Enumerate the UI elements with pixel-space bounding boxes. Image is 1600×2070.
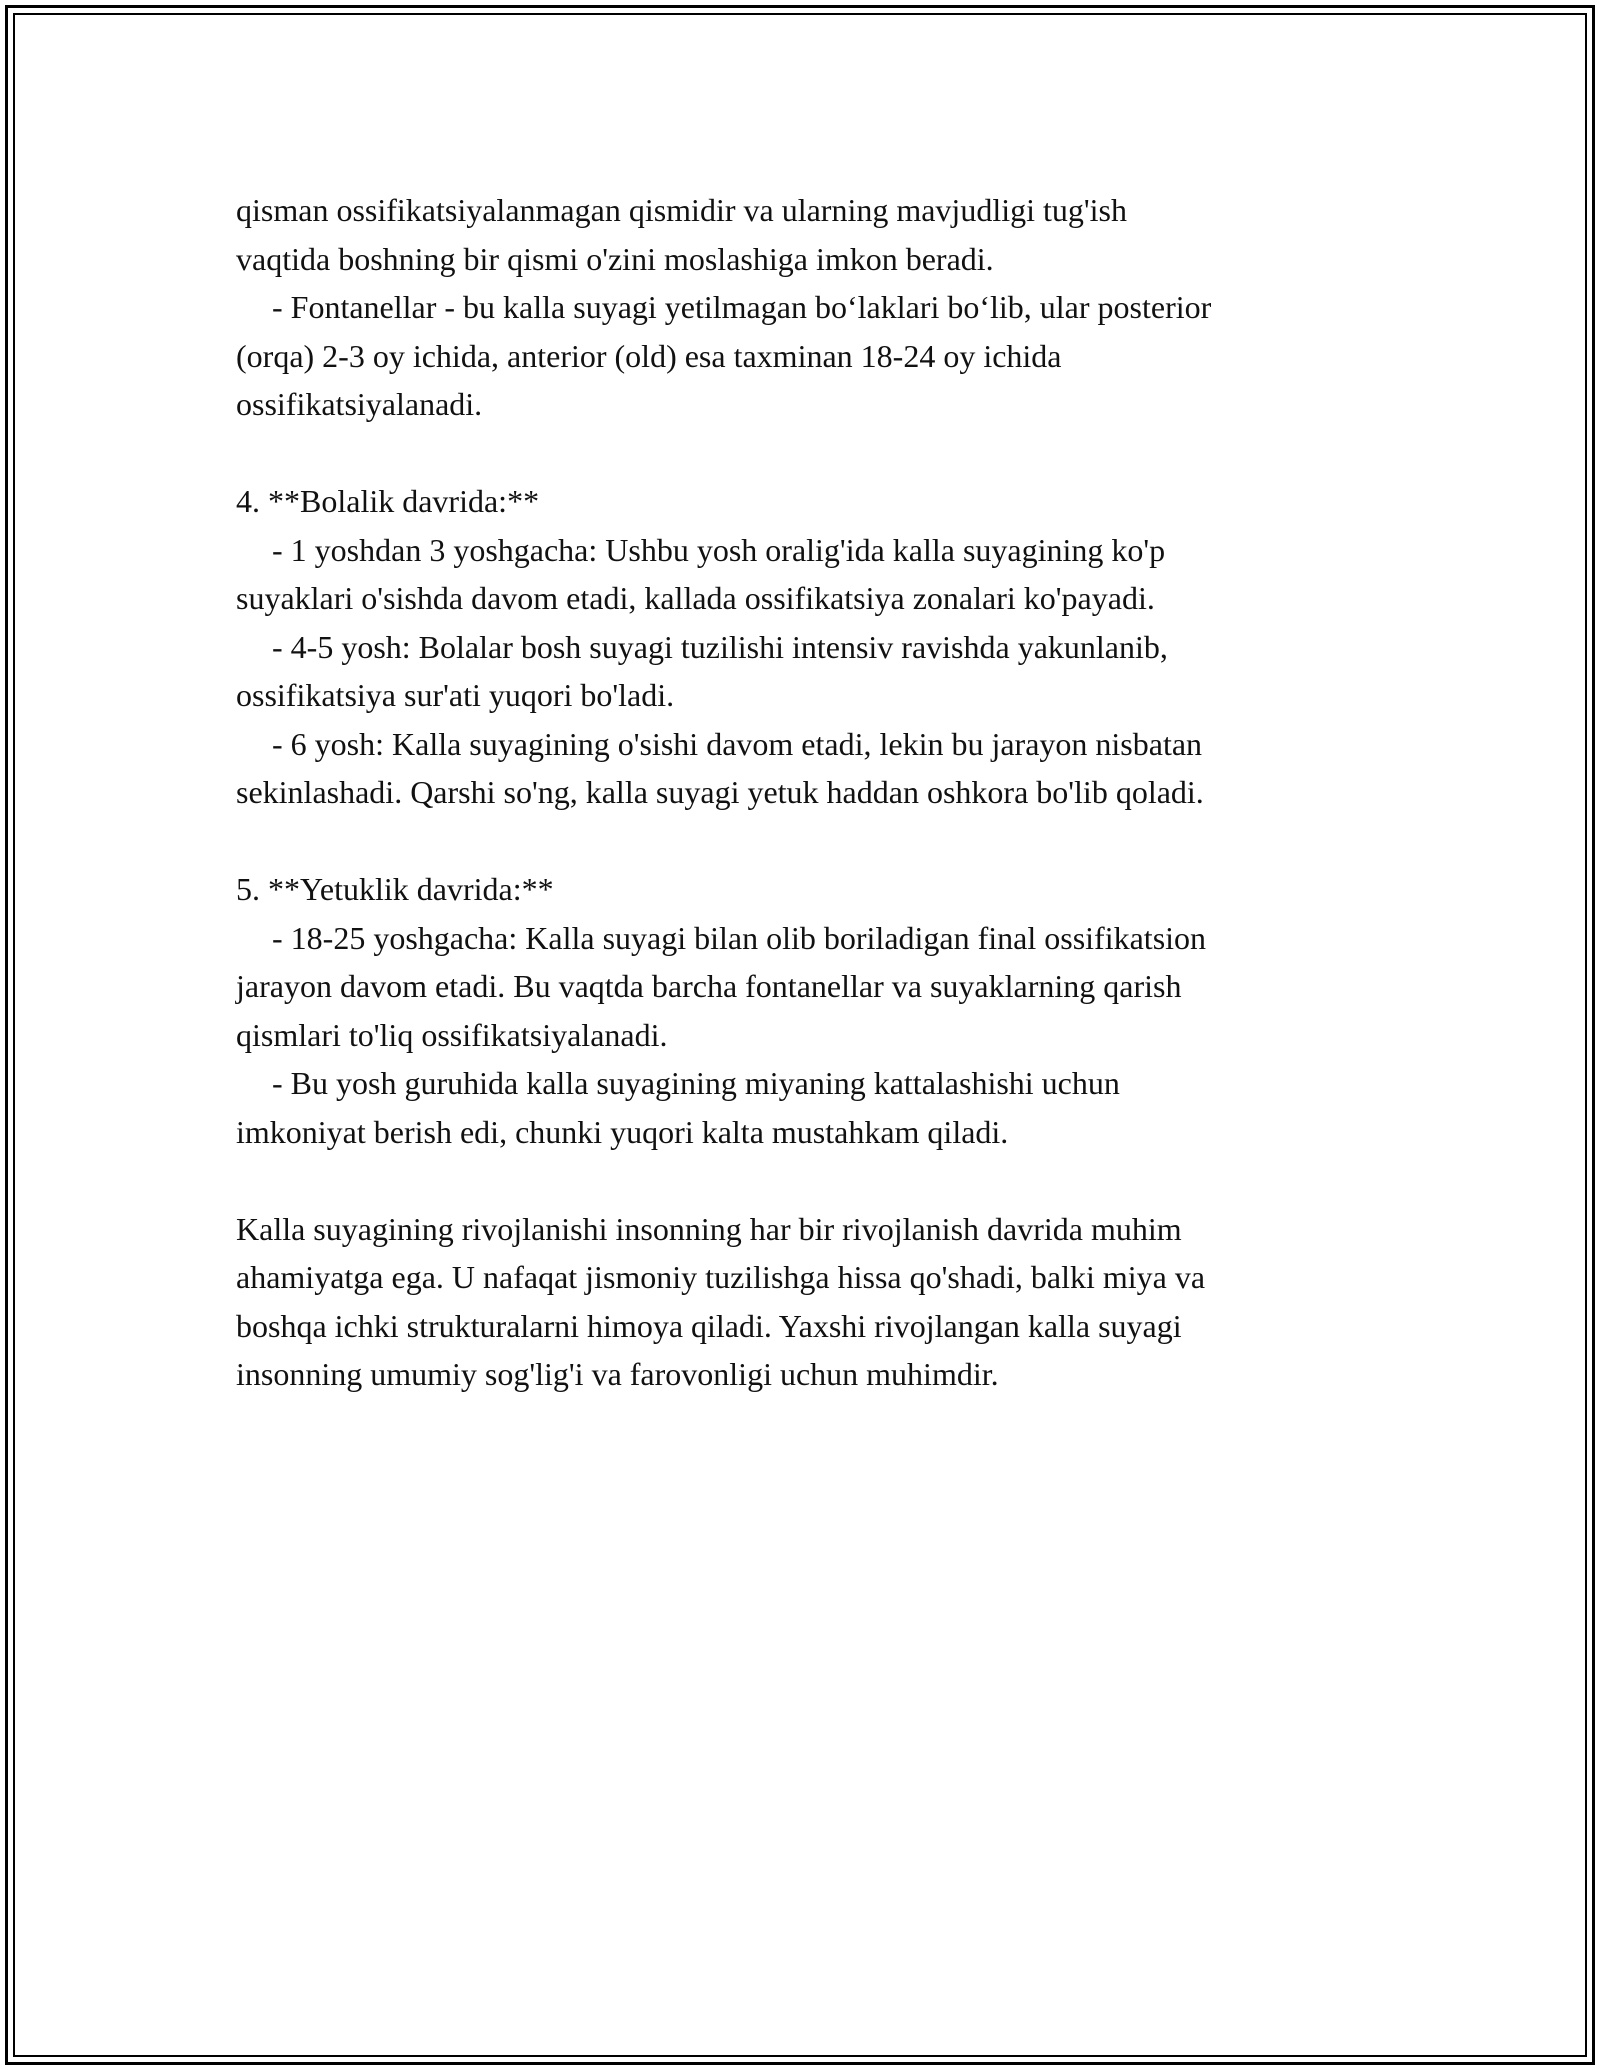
text-line: - 18-25 yoshgacha: Kalla suyagi bilan olib boriladigan final ossifikatsion <box>272 919 1207 956</box>
text-line: boshqa ichki strukturalarni himoya qiladi. Yaxshi rivojlangan kalla suyagi <box>236 1307 1182 1344</box>
text-line: insonning umumiy sog'lig'i va farovonligi uchun muhimdir. <box>236 1356 999 1392</box>
paragraph-spacer <box>236 429 1386 478</box>
text-line: - Bu yosh guruhida kalla suyagining miyaning kattalashishi uchun <box>272 1065 1120 1101</box>
text-line: vaqtida boshning bir qismi o'zini moslashiga imkon beradi. <box>236 240 994 277</box>
text-line: ossifikatsiyalanadi. <box>236 386 483 422</box>
paragraph-spacer <box>236 1156 1386 1205</box>
text-line: - 1 yoshdan 3 yoshgacha: Ushbu yosh oralig'ida kalla suyagining ko'p <box>272 531 1166 568</box>
text-line: ossifikatsiya sur'ati yuqori bo'ladi. <box>236 677 675 713</box>
paragraph-spacer <box>236 817 1386 866</box>
text-line: (orqa) 2-3 oy ichida, anterior (old) esa taxminan 18-24 oy ichida <box>236 337 1062 374</box>
document-body <box>236 186 1386 1399</box>
text-line: Kalla suyagining rivojlanishi insonning har bir rivojlanish davrida muhim <box>236 1210 1182 1247</box>
text-line: qismlari to'liq ossifikatsiyalanadi. <box>236 1016 668 1053</box>
text-line: - Fontanellar - bu kalla suyagi yetilmagan bo‘laklari bo‘lib, ular posterior <box>272 289 1212 325</box>
text-line: suyaklari o'sishda davom etadi, kallada ossifikatsiya zonalari ko'payadi. <box>236 580 1155 616</box>
text-line: jarayon davom etadi. Bu vaqtda barcha fontanellar va suyaklarning qarish <box>236 968 1182 1004</box>
text-line: ahamiyatga ega. U nafaqat jismoniy tuzilishga hissa qo'shadi, balki miya va <box>236 1259 1206 1295</box>
text-line: qisman ossifikatsiyalanmagan qismidir va ularning mavjudligi tug'ish <box>236 192 1127 228</box>
section-heading: 4. **Bolalik davrida:** <box>236 483 540 519</box>
section-heading: 5. **Yetuklik davrida:** <box>236 871 554 907</box>
text-line: imkoniyat berish edi, chunki yuqori kalta mustahkam qiladi. <box>236 1113 1009 1150</box>
text-line: - 4-5 yosh: Bolalar bosh suyagi tuzilishi intensiv ravishda yakunlanib, <box>272 628 1168 665</box>
text-line: - 6 yosh: Kalla suyagining o'sishi davom etadi, lekin bu jarayon nisbatan <box>272 725 1203 762</box>
text-line: sekinlashadi. Qarshi so'ng, kalla suyagi yetuk haddan oshkora bo'lib qoladi. <box>236 774 1204 810</box>
